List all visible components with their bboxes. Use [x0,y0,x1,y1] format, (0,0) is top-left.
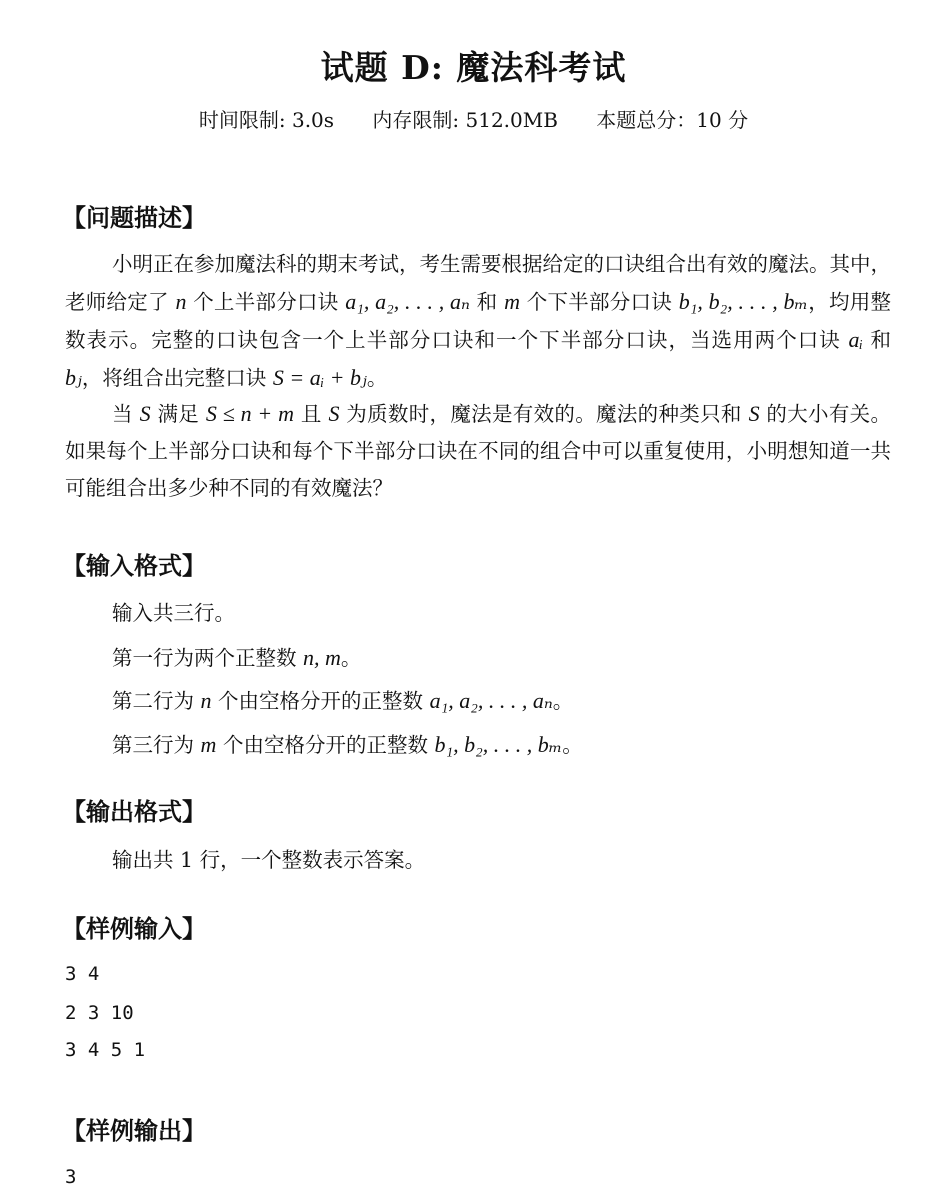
text-segment: 第一行为两个正整数 [112,646,304,670]
text-segment: 输出共 1 行，一个整数表示答案。 [112,848,426,872]
sample-input-line: 3 4 [65,963,100,985]
text-segment: ，均用整数表示。完整的口诀包含一个上半部分口诀和一个下半部分口诀，当选用两个口诀 [65,290,891,352]
math-expression: S [748,401,760,426]
text-segment: 。 [340,646,362,670]
math-expression: S ≤ n + m [205,401,294,426]
math-expression: S = aᵢ + bⱼ [272,365,367,390]
sample-output-line: 3 [65,1166,77,1188]
description-paragraph [65,395,891,507]
text-segment: 小明正在参加魔法科的期末考试，考生需要根据给定的口诀组合出有效的魔法。其中，老师给定了 [65,252,891,314]
sample-input-line: 3 4 5 1 [65,1039,146,1061]
text-segment: 当 [112,402,140,426]
description-paragraph [65,246,891,397]
heading-sample-output: 【样例输出】 [62,1117,206,1145]
math-expression: b₁, b₂, . . . , bₘ [434,732,563,757]
text-segment: 个由空格分开的正整数 [216,733,435,757]
text-segment: 个由空格分开的正整数 [211,689,430,713]
math-expression: n [175,289,187,314]
math-expression: a₁, a₂, . . . , aₙ [345,289,470,314]
math-expression: b₁, b₂, . . . , bₘ [678,289,808,314]
time-limit: 时间限制: 3.0s [198,108,335,132]
text-segment: 满足 [150,402,206,426]
heading-description: 【问题描述】 [62,204,206,232]
text-segment: 且 [293,402,329,426]
problem-title: 试题 D: 魔法科考试 [320,48,627,87]
math-expression: S [328,401,340,426]
heading-input: 【输入格式】 [62,552,206,580]
text-segment: 为质数时，魔法是有效的。魔法的种类只和 [339,402,749,426]
text-segment: 。 [562,733,583,757]
text-segment: 的大小有关。如果每个上半部分口诀和每个下半部分口诀在不同的组合中可以重复使用，小明想知道一共可能组合出多少种不同的有效魔法？ [65,402,891,500]
text-segment: 个下半部分口诀 [520,290,679,314]
math-expression: n [200,688,212,713]
text-segment: ，将组合出完整口诀 [81,366,273,390]
math-expression: S [139,401,151,426]
text-segment: 。 [552,689,574,713]
sample-input-line: 2 3 10 [65,1002,134,1024]
math-expression: aᵢ [848,327,863,352]
input-line [112,641,361,671]
math-expression: bⱼ [65,365,82,390]
math-expression: n, m [303,645,341,670]
math-expression: m [200,732,217,757]
memory-limit: 内存限制: 512.0MB [372,108,558,132]
input-line [112,684,573,714]
text-segment: 。 [366,366,388,390]
output-line [112,843,425,873]
total-score: 本题总分：10 分 [596,108,749,132]
heading-sample-input: 【样例输入】 [62,915,206,943]
math-expression: m [504,289,521,314]
limits-bar [0,104,947,133]
text-segment: 和 [469,290,505,314]
input-line [112,728,583,758]
text-segment: 第二行为 [112,689,201,713]
text-segment: 第三行为 [112,733,201,757]
text-segment: 和 [862,328,891,352]
heading-output: 【输出格式】 [62,798,206,826]
text-segment: 输入共三行。 [112,601,235,625]
text-segment: 个上半部分口诀 [186,290,346,314]
math-expression: a₁, a₂, . . . , aₙ [429,688,553,713]
input-line [112,596,235,626]
